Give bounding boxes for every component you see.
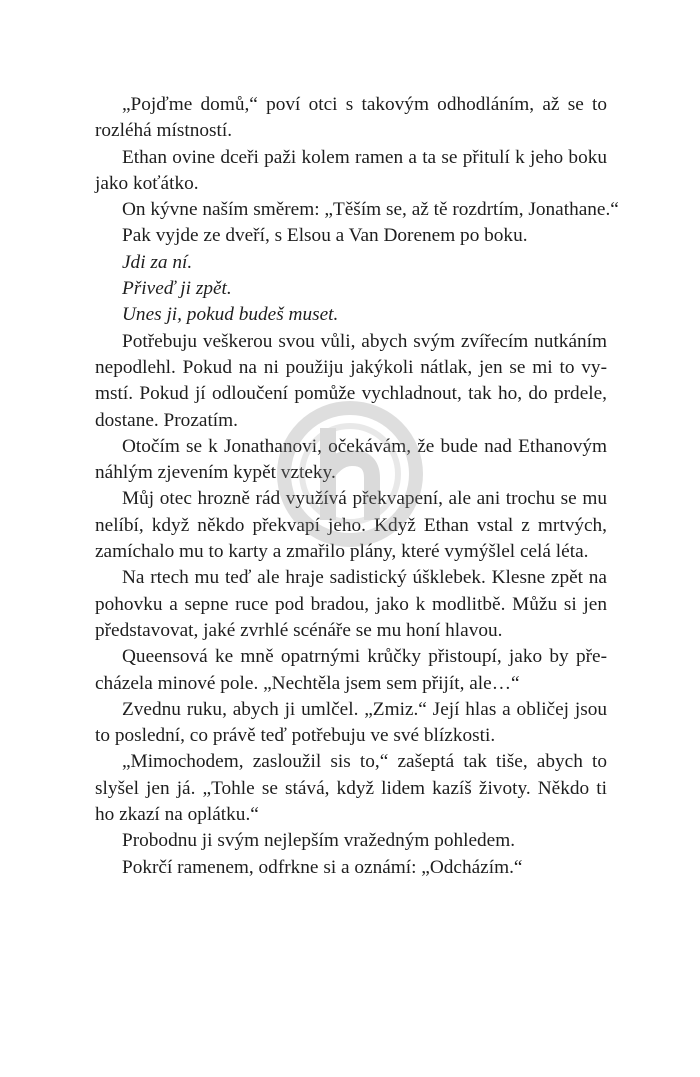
text-line: jako koťátko. (95, 172, 199, 194)
text-line: „Pojďme domů,“ poví otci s takovým odhodláním, až se to (122, 94, 607, 115)
paragraph (95, 644, 607, 697)
paragraph (95, 828, 607, 854)
text-line: Pokrčí ramenem, odfrkne si a oznámí: „Odcházím.“ (122, 856, 523, 878)
italic-thought-paragraph (95, 302, 607, 328)
text-line: Jdi za ní. (122, 251, 193, 273)
paragraph (95, 197, 619, 223)
text-line: Pak vyjde ze dveří, s Elsou a Van Dorenem po boku. (122, 225, 528, 247)
text-line: to poslední, co právě teď potřebuju ve své blízkosti. (95, 725, 496, 747)
text-line: „Mimochodem, zasloužil sis to,“ zašeptá tak tiše, abych to (122, 751, 607, 773)
paragraph (95, 92, 607, 145)
text-line: náhlým zjevením kypět vzteky. (95, 462, 336, 484)
text-line: Queensová ke mně opatrnými krůčky přistoupí, jako by pře- (122, 646, 607, 668)
text-line: Probodnu ji svým nejlepším vražedným pohledem. (122, 830, 516, 852)
text-line: představovat, jaké zvrhlé scénáře se mu honí hlavou. (95, 619, 503, 641)
text-line: On kývne naším směrem: „Těším se, až tě rozdrtím, Jonathane.“ (122, 199, 619, 221)
text-line: cházela minové pole. „Nechtěla jsem sem přijít, ale…“ (95, 672, 520, 694)
text-line: Ethan ovine dceři paži kolem ramen a ta se přitulí k jeho boku (122, 146, 607, 168)
text-line: nelíbí, když někdo překvapí jeho. Když Ethan vstal z mrtvých, (95, 514, 607, 536)
paragraph (95, 145, 607, 198)
paragraph (95, 697, 607, 750)
text-line: zamíchalo mu to karty a zmařilo plány, které vymýšlel celá léta. (95, 541, 589, 563)
text-line: Přiveď ji zpět. (122, 278, 232, 300)
paragraph (95, 749, 607, 828)
text-line: dostane. Prozatím. (95, 409, 238, 431)
paragraph (95, 434, 607, 487)
text-line: Zvednu ruku, abych ji umlčel. „Zmiz.“ Její hlas a obličej jsou (122, 698, 607, 720)
text-line: slyšel jen já. „Tohle se stává, když lidem kazíš životy. Někdo ti (95, 777, 607, 799)
italic-thought-paragraph (95, 250, 607, 276)
text-line: pohovku a sepne ruce pod bradou, jako k modlitbě. Můžu si jen (95, 593, 607, 615)
paragraph (95, 486, 607, 565)
body-text (95, 92, 619, 881)
paragraph (95, 223, 607, 249)
paragraph (95, 329, 607, 434)
text-line: Unes ji, pokud budeš muset. (122, 304, 339, 326)
text-line: mstí. Pokud jí odloučení pomůže vychladnout, tak ho, do prdele, (95, 383, 607, 405)
paragraph (95, 565, 607, 644)
text-line: Můj otec hrozně rád využívá překvapení, ale ani trochu se mu (122, 488, 607, 510)
paragraph (95, 855, 607, 881)
text-line: ho zkazí na oplátku.“ (95, 804, 259, 826)
text-line: rozléhá místností. (95, 120, 233, 142)
text-line: nepodlehl. Pokud na ni použiju jakýkoli nátlak, jen se mi to vy- (95, 356, 607, 378)
text-line: Otočím se k Jonathanovi, očekávám, že bude nad Ethanovým (122, 435, 607, 457)
text-line: Na rtech mu teď ale hraje sadistický úšklebek. Klesne zpět na (122, 567, 607, 589)
text-line: Potřebuju veškerou svou vůli, abych svým zvířecím nutkáním (122, 330, 607, 352)
italic-thought-paragraph (95, 276, 607, 302)
